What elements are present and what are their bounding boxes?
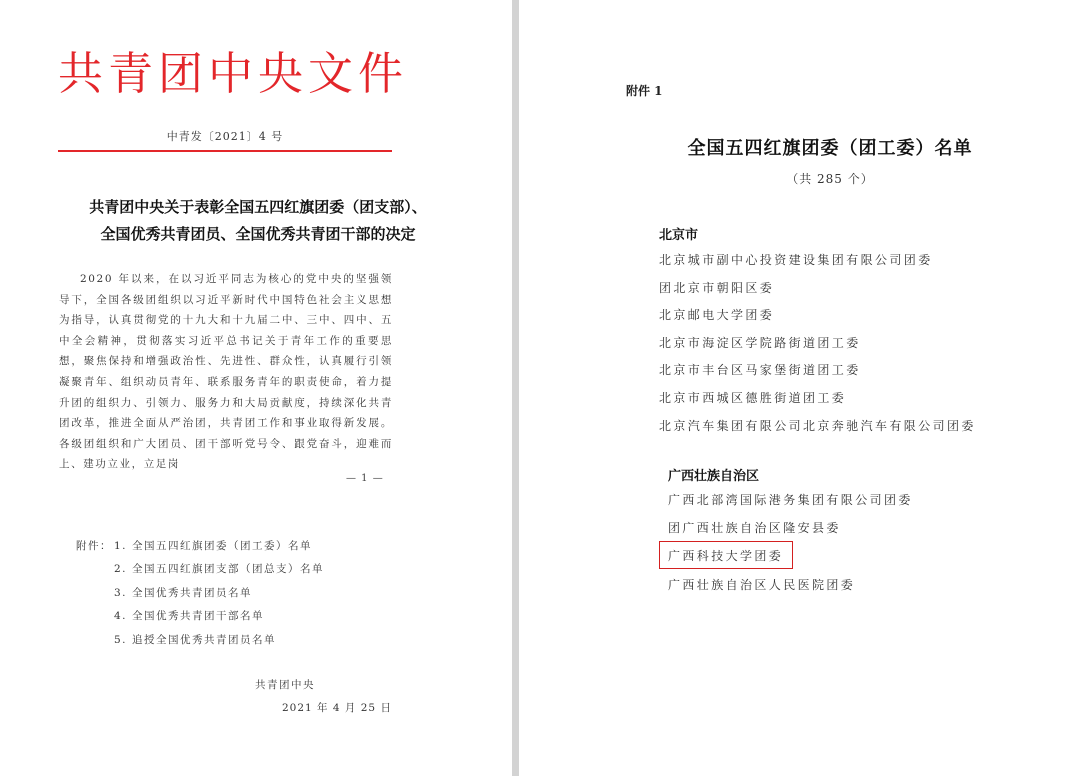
attachment-label: 追授全国优秀共青团员名单 (132, 633, 276, 646)
document-header-title: 共青团中央文件 (58, 47, 409, 100)
region-heading-beijing: 北京市 (659, 228, 699, 243)
annex-label: 附件 1 (626, 84, 663, 98)
org-item: 北京城市副中心投资建设集团有限公司团委 (659, 253, 933, 267)
attachment-label: 全国优秀共青团干部名单 (132, 610, 264, 623)
attachment-label: 全国五四红旗团支部（团总支）名单 (132, 563, 324, 576)
attachment-number: 1. (114, 540, 128, 552)
attachment-item (76, 629, 324, 652)
org-item: 团北京市朝阳区委 (659, 280, 775, 295)
attachments-list (76, 535, 324, 652)
org-item: 团广西壮族自治区隆安县委 (668, 521, 841, 536)
decision-title-line-1: 共青团中央关于表彰全国五四红旗团委（团支部）、 (89, 198, 427, 216)
attachment-label: 全国优秀共青团员名单 (132, 586, 252, 599)
org-item: 北京邮电大学团委 (659, 308, 775, 323)
list-count: （共 285 个） (786, 172, 874, 186)
attachment-label: 全国五四红旗团委（团工委）名单 (132, 540, 312, 552)
attachments-prefix: 附件： (76, 540, 112, 552)
org-item: 北京市海淀区学院路街道团工委 (659, 335, 861, 350)
org-list-beijing (659, 250, 976, 443)
body-paragraph: 2020 年以来，在以习近平同志为核心的党中央的坚强领导下，全国各级团组织以习近平新时代中国特色社会主义思想为指导，认真贯彻党的十九大和十九届二中、三中、四中、五中全会精神，贯彻落实习近平总书记关于青年工作的重要思想，聚焦保持和增强政治性、先进性、群众性，认真履行引领凝聚青年、组织动员青年、联系服务青年的职责使命，着力提升团的组织力、引领力、服务力和大局贡献度，持续深化共青团改革，推进全面从严治团，共青团工作和事业取得新发展。各级团组织和广大团员、团干部听党号令、跟党奋斗，迎难而上、建功立业，立足岗 (59, 273, 393, 471)
page-number: — 1 — (346, 473, 384, 484)
attachment-number: 3. (114, 586, 128, 599)
org-item: 广西壮族自治区人民医院团委 (668, 577, 856, 592)
org-item: 北京市丰台区马家堡街道团工委 (659, 363, 861, 378)
attachment-item (76, 535, 324, 558)
org-item: 广西北部湾国际港务集团有限公司团委 (668, 493, 913, 507)
attachment-number: 2. (114, 563, 128, 576)
org-item: 北京汽车集团有限公司北京奔驰汽车有限公司团委 (659, 418, 976, 433)
highlight-box (659, 541, 793, 569)
document-number: 中青发〔2021〕4 号 (166, 130, 284, 143)
org-item-highlighted: 广西科技大学团委 (668, 549, 784, 564)
document-page-left (0, 0, 512, 776)
attachment-number: 4. (114, 610, 128, 623)
decision-title-line-2: 全国优秀共青团员、全国优秀共青团干部的决定 (100, 225, 416, 243)
list-title: 全国五四红旗团委（团工委）名单 (687, 138, 973, 159)
signature-date: 2021 年 4 月 25 日 (282, 702, 392, 714)
attachment-number: 5. (114, 633, 128, 646)
signature-organization: 共青团中央 (255, 679, 315, 691)
org-item: 北京市西城区德胜街道团工委 (659, 390, 847, 405)
page-gutter (512, 0, 519, 776)
attachment-item (76, 605, 324, 628)
header-red-rule (58, 150, 392, 152)
attachment-item (76, 558, 324, 581)
region-heading-guangxi: 广西壮族自治区 (668, 469, 760, 484)
decision-title (40, 194, 476, 248)
attachment-item (76, 582, 324, 605)
